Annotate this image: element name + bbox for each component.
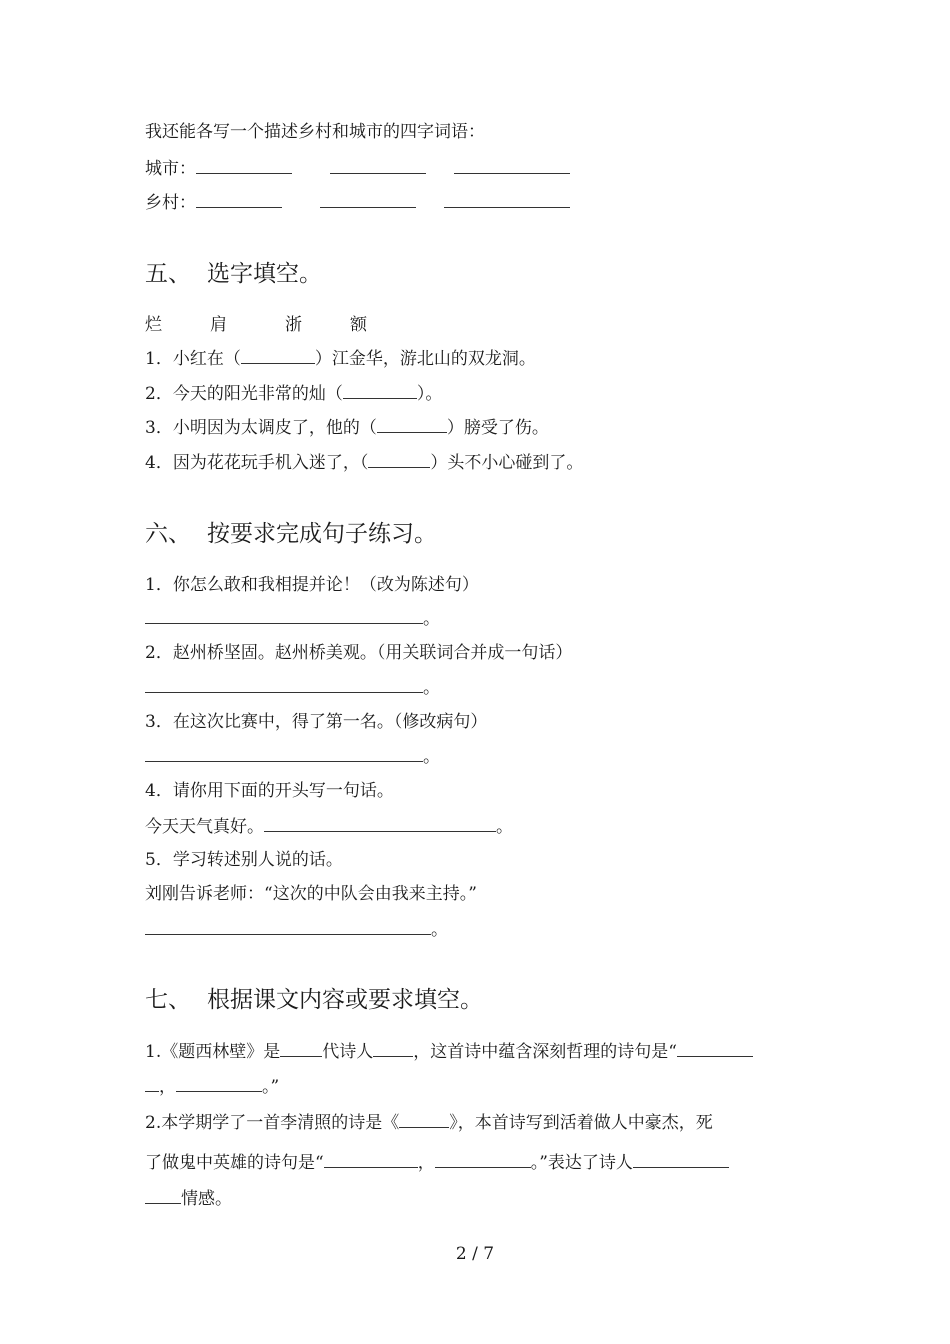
section-5-number: 五、 bbox=[145, 261, 191, 287]
fill-blank[interactable] bbox=[343, 382, 417, 399]
q-text: 代诗人 bbox=[322, 1042, 374, 1062]
village-blank-3[interactable] bbox=[444, 191, 570, 208]
city-row bbox=[145, 157, 570, 180]
fill-blank[interactable] bbox=[241, 347, 315, 364]
section-5-item bbox=[145, 347, 536, 370]
section-7-number: 七、 bbox=[145, 987, 191, 1013]
char-choice: 浙 bbox=[285, 315, 302, 335]
period: 。 bbox=[423, 747, 440, 767]
fill-blank[interactable] bbox=[324, 1151, 418, 1168]
answer-line-1 bbox=[145, 607, 440, 630]
q-text: 。”表达了诗人 bbox=[530, 1153, 633, 1173]
question-2: 2．赵州桥坚固。赵州桥美观。（用关联词合并成一句话） bbox=[145, 643, 573, 663]
char-choices bbox=[145, 314, 367, 336]
item-text: 1．小红在（ bbox=[145, 349, 241, 369]
fill-blank[interactable] bbox=[176, 1075, 262, 1092]
fill-blank[interactable] bbox=[677, 1040, 753, 1057]
section-7-q1-line1 bbox=[145, 1040, 753, 1063]
q-text: 1.《题西林壁》是 bbox=[145, 1042, 281, 1062]
question-1: 1．你怎么敢和我相提并论！（改为陈述句） bbox=[145, 575, 479, 595]
answer-blank[interactable] bbox=[145, 676, 423, 693]
fill-blank[interactable] bbox=[280, 1040, 322, 1057]
section-5-item bbox=[145, 416, 549, 439]
section-5-item bbox=[145, 451, 583, 474]
question-4: 4．请你用下面的开头写一句话。 bbox=[145, 781, 394, 801]
item-text: 4．因为花花玩手机入迷了，（ bbox=[145, 453, 369, 473]
city-blank-1[interactable] bbox=[196, 157, 292, 174]
fill-blank[interactable] bbox=[435, 1151, 531, 1168]
q-text: 2.本学期学了一首李清照的诗是《 bbox=[145, 1113, 400, 1133]
q-text: ， bbox=[417, 1153, 435, 1173]
answer-blank[interactable] bbox=[145, 745, 423, 762]
village-blank-1[interactable] bbox=[196, 191, 282, 208]
village-label: 乡村： bbox=[145, 193, 196, 213]
section-6-number: 六、 bbox=[145, 521, 191, 547]
section-7-heading bbox=[145, 985, 483, 1015]
fill-blank[interactable] bbox=[373, 1040, 413, 1057]
q-text: 。” bbox=[262, 1077, 280, 1097]
question-5: 5．学习转述别人说的话。 bbox=[145, 850, 343, 870]
village-blank-2[interactable] bbox=[320, 191, 416, 208]
section-5-title: 选字填空。 bbox=[207, 261, 322, 287]
answer-blank[interactable] bbox=[145, 918, 431, 935]
item-text: 3．小明因为太调皮了，他的（ bbox=[145, 418, 377, 438]
section-6-heading bbox=[145, 519, 437, 549]
question-3: 3．在这次比赛中，得了第一名。（修改病句） bbox=[145, 712, 488, 732]
city-label: 城市： bbox=[145, 159, 196, 179]
section-5-item bbox=[145, 382, 442, 405]
intro-text: 我还能各写一个描述乡村和城市的四字词语： bbox=[145, 122, 485, 142]
answer-line-5 bbox=[145, 918, 448, 941]
item-text: ）头不小心碰到了。 bbox=[430, 453, 584, 473]
char-choice: 肩 bbox=[210, 315, 227, 335]
section-6-title: 按要求完成句子练习。 bbox=[207, 521, 437, 547]
page-number: 2 / 7 bbox=[455, 1244, 495, 1264]
fill-blank[interactable] bbox=[145, 1075, 159, 1092]
village-row bbox=[145, 191, 570, 214]
char-choice: 额 bbox=[350, 315, 367, 335]
section-7-title: 根据课文内容或要求填空。 bbox=[207, 987, 483, 1013]
sentence-start: 今天天气真好。 bbox=[145, 817, 264, 837]
fill-blank[interactable] bbox=[368, 451, 430, 468]
fill-blank[interactable] bbox=[377, 416, 447, 433]
section-7-q2-line2 bbox=[145, 1151, 729, 1174]
period: 。 bbox=[423, 678, 440, 698]
char-choice: 烂 bbox=[145, 315, 162, 335]
q-text: 情感。 bbox=[181, 1189, 232, 1209]
fill-blank[interactable] bbox=[633, 1151, 729, 1168]
section-7-q2-line1 bbox=[145, 1111, 713, 1134]
section-7-q2-line3 bbox=[145, 1187, 232, 1210]
q-text: 了做鬼中英雄的诗句是“ bbox=[145, 1153, 324, 1173]
q-text: ， bbox=[159, 1077, 176, 1097]
quote-text: 刘刚告诉老师：“这次的中队会由我来主持。” bbox=[145, 884, 477, 904]
q-text: ，这首诗中蕴含深刻哲理的诗句是“ bbox=[413, 1042, 677, 1062]
answer-blank[interactable] bbox=[145, 607, 423, 624]
section-7-q1-line2 bbox=[145, 1075, 279, 1098]
answer-line-4 bbox=[145, 815, 513, 838]
item-text: ）江金华，游北山的双龙洞。 bbox=[314, 349, 536, 369]
answer-line-3 bbox=[145, 745, 440, 768]
answer-blank[interactable] bbox=[264, 815, 496, 832]
period: 。 bbox=[496, 817, 513, 837]
period: 。 bbox=[431, 920, 448, 940]
fill-blank[interactable] bbox=[145, 1187, 181, 1204]
fill-blank[interactable] bbox=[399, 1111, 449, 1128]
q-text: 》，本首诗写到活着做人中豪杰，死 bbox=[449, 1113, 713, 1133]
answer-line-2 bbox=[145, 676, 440, 699]
city-blank-3[interactable] bbox=[454, 157, 570, 174]
city-blank-2[interactable] bbox=[330, 157, 426, 174]
item-text: ）膀受了伤。 bbox=[446, 418, 549, 438]
item-text: ）。 bbox=[416, 384, 443, 404]
section-5-heading bbox=[145, 259, 322, 289]
period: 。 bbox=[423, 609, 440, 629]
item-text: 2．今天的阳光非常的灿（ bbox=[145, 384, 343, 404]
